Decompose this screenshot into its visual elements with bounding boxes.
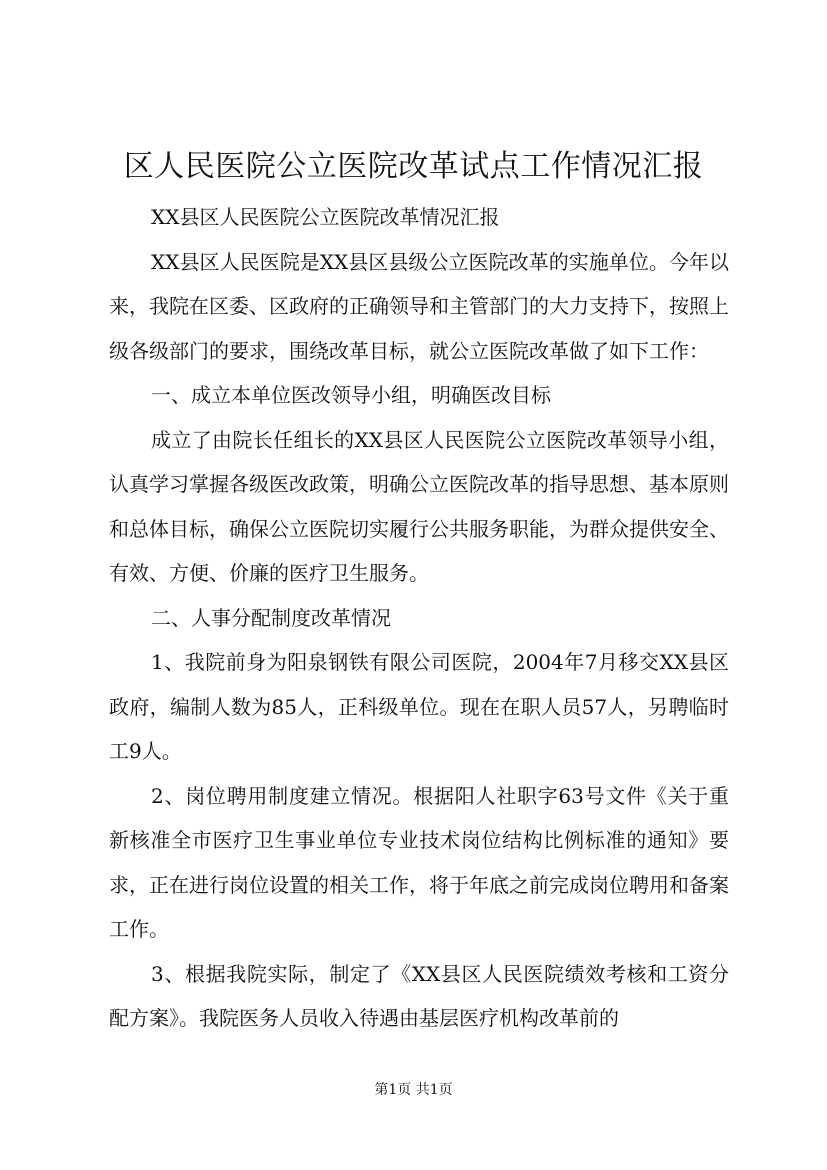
page-number-footer: 第1页 共1页 (374, 1082, 453, 1098)
document-body (109, 195, 729, 1041)
paragraph-section-1: 成立了由院长任组长的XX县区人民医院公立医院改革领导小组，认真学习掌握各级医改政策，明确公立医院改革的指导思想、基本原则和总体目标，确保公立医院切实履行公共服务职能，为群众提供安全、有效、方便、价廉的医疗卫生服务。 (109, 427, 729, 585)
paragraph-subtitle: XX县区人民医院公立医院改革情况汇报 (151, 205, 500, 229)
paragraph-intro: XX县区人民医院是XX县区县级公立医院改革的实施单位。今年以来，我院在区委、区政府的正确领导和主管部门的大力支持下，按照上级各级部门的要求，围绕改革目标，就公立医院改革做了如下工作： (109, 249, 729, 363)
paragraph-item-3: 3、根据我院实际，制定了《XX县区人民医院绩效考核和工资分配方案》。我院医务人员收入待遇由基层医疗机构改革前的 (109, 961, 729, 1030)
paragraph-item-1: 1、我院前身为阳泉钢铁有限公司医院，2004年7月移交XX县区政府，编制人数为85人，正科级单位。现在在职人员57人，另聘临时工9人。 (109, 650, 729, 763)
document-title: 区人民医院公立医院改革试点工作情况汇报 (123, 149, 704, 184)
section-heading-2: 二、人事分配制度改革情况 (151, 605, 391, 630)
section-heading-1: 一、成立本单位医改领导小组，明确医改目标 (151, 383, 551, 407)
paragraph-item-2: 2、岗位聘用制度建立情况。根据阳人社职字63号文件《关于重新核准全市医疗卫生事业单位专业技术岗位结构比例标准的通知》要求，正在进行岗位设置的相关工作，将于年底之前完成岗位聘用和备案工作。 (109, 783, 729, 941)
